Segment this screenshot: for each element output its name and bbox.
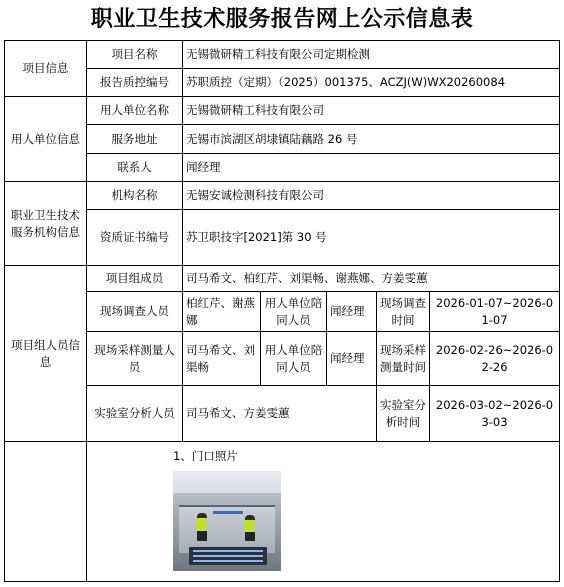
report-code-value: 苏职质控（定期）（2025）001375、ACZJ(W)WX20260084 [183,69,560,97]
contact-label: 联系人 [87,154,183,182]
contact-value: 闻经理 [183,154,560,182]
team-members-value: 司马希文、柏红芹、刘渠畅、谢燕娜、方姜雯蕙 [183,266,560,292]
sampling-escort-value: 闻经理 [327,332,377,386]
sampling-staff-label: 现场采样测量人员 [87,332,183,386]
page-title: 职业卫生技术服务报告网上公示信息表 [90,7,474,32]
person-figure [245,515,255,541]
team-members-label: 项目组成员 [87,266,183,292]
agency-name-label: 机构名称 [87,182,183,210]
section-agency-info: 职业卫生技术服务机构信息 [5,182,87,266]
service-address-label: 服务地址 [87,125,183,154]
cert-number-label: 资质证书编号 [87,210,183,266]
survey-escort-label: 用人单位陪同人员 [261,292,327,332]
sampling-time-value: 2026-02-26~2026-02-26 [430,332,560,386]
project-name-label: 项目名称 [87,41,183,69]
sampling-time-label: 现场采样测量时间 [377,332,430,386]
service-address-value: 无锡市滨湖区胡埭镇陆藕路 26 号 [183,125,560,154]
section-employer-info: 用人单位信息 [5,97,87,182]
sampling-escort-label: 用人单位陪同人员 [261,332,327,386]
project-name-value: 无锡微研精工科技有限公司定期检测 [183,41,560,69]
info-table [4,40,560,582]
survey-escort-value: 闻经理 [327,292,377,332]
section-team-info: 项目组人员信息 [5,266,87,442]
lab-staff-value: 司马希文、方姜雯蕙 [183,386,377,442]
survey-staff-label: 现场调查人员 [87,292,183,332]
cert-number-value: 苏卫职技字[2021]第 30 号 [183,210,560,266]
company-sign [189,547,267,565]
lab-staff-label: 实验室分析人员 [87,386,183,442]
employer-name-value: 无锡微研精工科技有限公司 [183,97,560,125]
photo-section-blank [5,442,87,582]
person-figure [197,513,207,541]
employer-name-label: 用人单位名称 [87,97,183,125]
photo-caption: 1、门口照片 [173,449,238,463]
survey-time-value: 2026-01-07~2026-01-07 [430,292,560,332]
lab-time-label: 实验室分析时间 [377,386,430,442]
lab-time-value: 2026-03-02~2026-03-03 [430,386,560,442]
entrance-photo [173,471,281,571]
agency-name-value: 无锡安诚检测科技有限公司 [183,182,560,210]
section-project-info: 项目信息 [5,41,87,97]
sampling-staff-value: 司马希文、刘渠畅 [183,332,261,386]
report-code-label: 报告质控编号 [87,69,183,97]
survey-staff-value: 柏红芹、谢燕娜 [183,292,261,332]
survey-time-label: 现场调查时间 [377,292,430,332]
photo-cell [87,442,560,582]
